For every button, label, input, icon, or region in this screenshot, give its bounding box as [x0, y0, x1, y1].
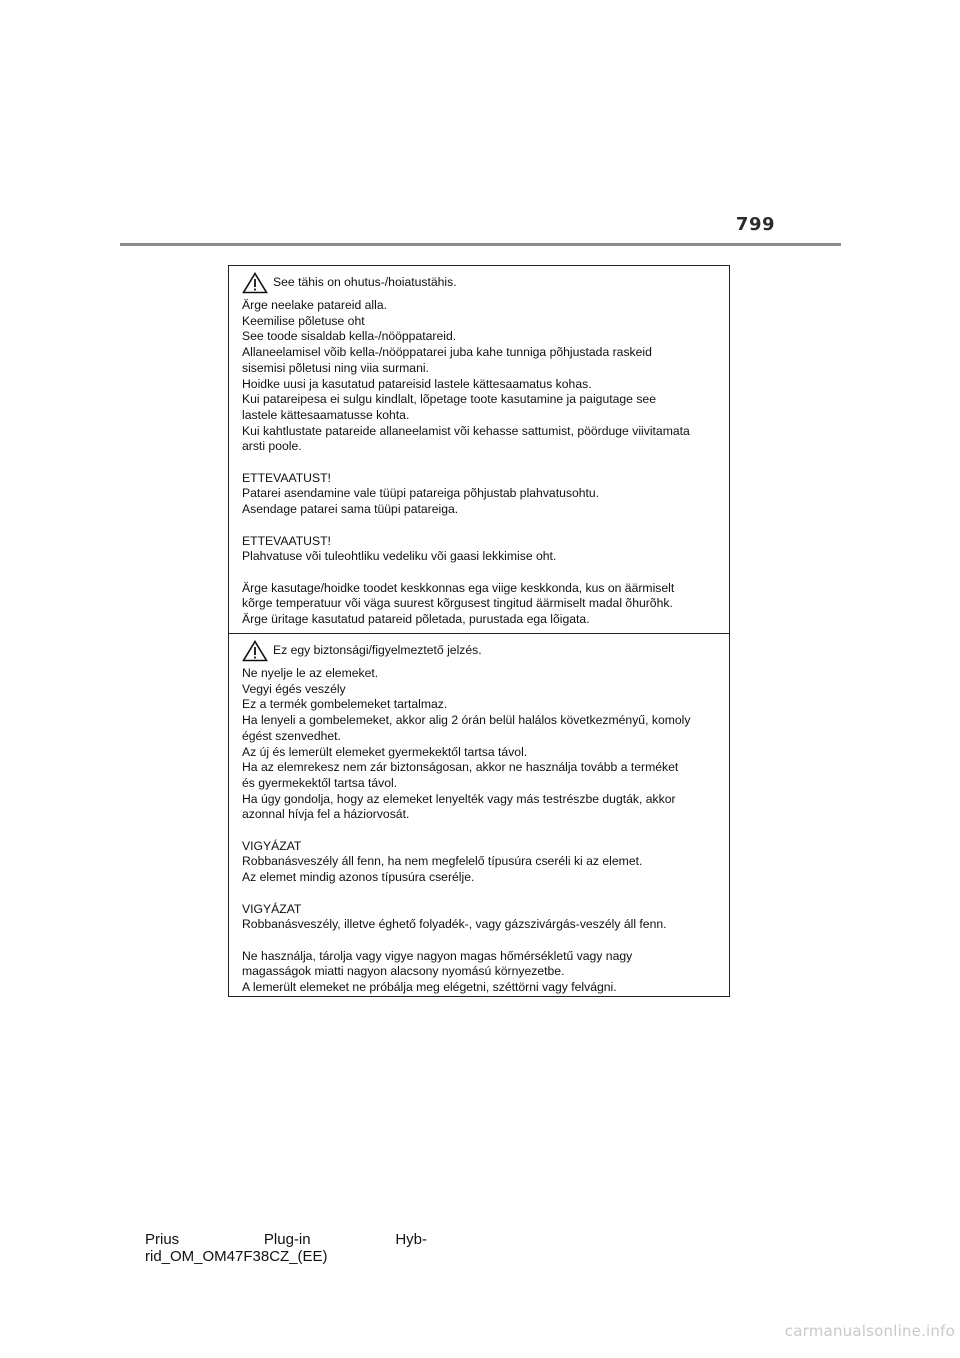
hungarian-paragraph-3 [242, 902, 719, 933]
hungarian-paragraph-2 [242, 839, 719, 886]
text-line: lastele kättesaamatusse kohta. [242, 407, 410, 422]
text-line: azonnal hívja fel a háziorvosát. [242, 807, 410, 822]
text-line: Robbanásveszély áll fenn, ha nem megfelelő típusúra cseréli ki az elemet. [242, 854, 643, 869]
text-line: See toode sisaldab kella-/nööppatareid. [242, 329, 457, 344]
text-line: Ärge kasutage/hoidke toodet keskkonnas ega viige keskkonda, kus on äärmiselt [242, 580, 675, 595]
text-line: Robbanásveszély, illetve éghető folyadék-, vagy gázszivárgás-veszély áll fenn. [242, 917, 667, 932]
hungarian-paragraph-4 [242, 949, 719, 996]
estonian-paragraph-1 [242, 298, 719, 455]
estonian-paragraph-3 [242, 534, 719, 565]
text-line: Patarei asendamine vale tüüpi patareiga põhjustab plahvatusohtu. [242, 486, 600, 501]
hungarian-paragraph-1 [242, 666, 719, 823]
text-line: kõrge temperatuur või väga suurest kõrgusest tingitud äärmiselt madal õhurõhk. [242, 596, 673, 611]
footer-word: Prius [145, 1231, 180, 1248]
text-line: A lemerült elemeket ne próbálja meg elégetni, széttörni vagy felvágni. [242, 980, 617, 995]
text-line: Ärge neelake patareid alla. [242, 298, 387, 312]
text-line: ETTEVAATUST! [242, 470, 331, 485]
text-line: ETTEVAATUST! [242, 533, 331, 548]
text-line: Asendage patarei sama tüüpi patareiga. [242, 502, 459, 517]
text-line: és gyermekektől tartsa távol. [242, 775, 398, 790]
text-line: arsti poole. [242, 439, 302, 454]
hungarian-warning-section [229, 633, 729, 996]
estonian-paragraph-4 [242, 581, 719, 628]
text-line: Ha az elemrekesz nem zár biztonságosan, akkor ne használja tovább a terméket [242, 760, 679, 775]
text-line: Ne használja, tárolja vagy vigye nagyon magas hőmérsékletű vagy nagy [242, 948, 633, 963]
battery-warning-label [228, 265, 730, 997]
text-line: VIGYÁZAT [242, 901, 302, 916]
footer-word: Plug-in [263, 1231, 311, 1248]
hungarian-warning-label: Ez egy biztonsági/figyelmeztető jelzés. [273, 643, 482, 658]
hungarian-warning-heading [242, 640, 719, 662]
text-line: Vegyi égés veszély [242, 681, 346, 696]
page-number: 799 [735, 214, 775, 235]
document-footer [145, 1231, 445, 1265]
watermark: carmanualsonline.info [784, 1322, 955, 1340]
estonian-warning-heading [242, 272, 719, 294]
text-line: Plahvatuse või tuleohtliku vedeliku või gaasi lekkimise oht. [242, 549, 557, 564]
text-line: VIGYÁZAT [242, 838, 302, 853]
text-line: Ez a termék gombelemeket tartalmaz. [242, 697, 448, 712]
warning-triangle-icon [242, 640, 268, 662]
estonian-warning-section [229, 266, 729, 633]
text-line: Allaneelamisel võib kella-/nööppatarei juba kahe tunniga põhjustada raskeid [242, 345, 652, 360]
text-line: Kui patareipesa ei sulgu kindlalt, lõpetage toote kasutamine ja paigutage see [242, 392, 656, 407]
text-line: magasságok miatti nagyon alacsony nyomású környezetbe. [242, 964, 565, 979]
text-line: Ne nyelje le az elemeket. [242, 666, 379, 680]
text-line: Kui kahtlustate patareide allaneelamist või kehasse sattumist, pöörduge viivitamata [242, 423, 690, 438]
footer-line-2: rid_OM_OM47F38CZ_(EE) [145, 1248, 328, 1265]
estonian-paragraph-2 [242, 471, 719, 518]
header-rule [120, 243, 841, 246]
text-line: Ärge üritage kasutatud patareid põletada, purustada ega lõigata. [242, 612, 590, 627]
text-line: égést szenvedhet. [242, 728, 341, 743]
text-line: Ha lenyeli a gombelemeket, akkor alig 2 órán belül halálos következményű, komoly [242, 713, 691, 728]
text-line: Az új és lemerült elemeket gyermekektől tartsa távol. [242, 744, 528, 759]
footer-word: Hyb- [395, 1231, 427, 1248]
text-line: Hoidke uusi ja kasutatud patareisid lastele kättesaamatus kohas. [242, 376, 592, 391]
estonian-warning-label: See tähis on ohutus-/hoiatustähis. [273, 275, 457, 290]
text-line: Keemilise põletuse oht [242, 313, 365, 328]
warning-triangle-icon [242, 272, 268, 294]
footer-line-1 [145, 1231, 427, 1248]
text-line: Ha úgy gondolja, hogy az elemeket lenyelték vagy más testrészbe dugták, akkor [242, 791, 676, 806]
text-line: sisemisi põletusi ning viia surmani. [242, 360, 429, 375]
text-line: Az elemet mindig azonos típusúra cserélje. [242, 870, 475, 885]
